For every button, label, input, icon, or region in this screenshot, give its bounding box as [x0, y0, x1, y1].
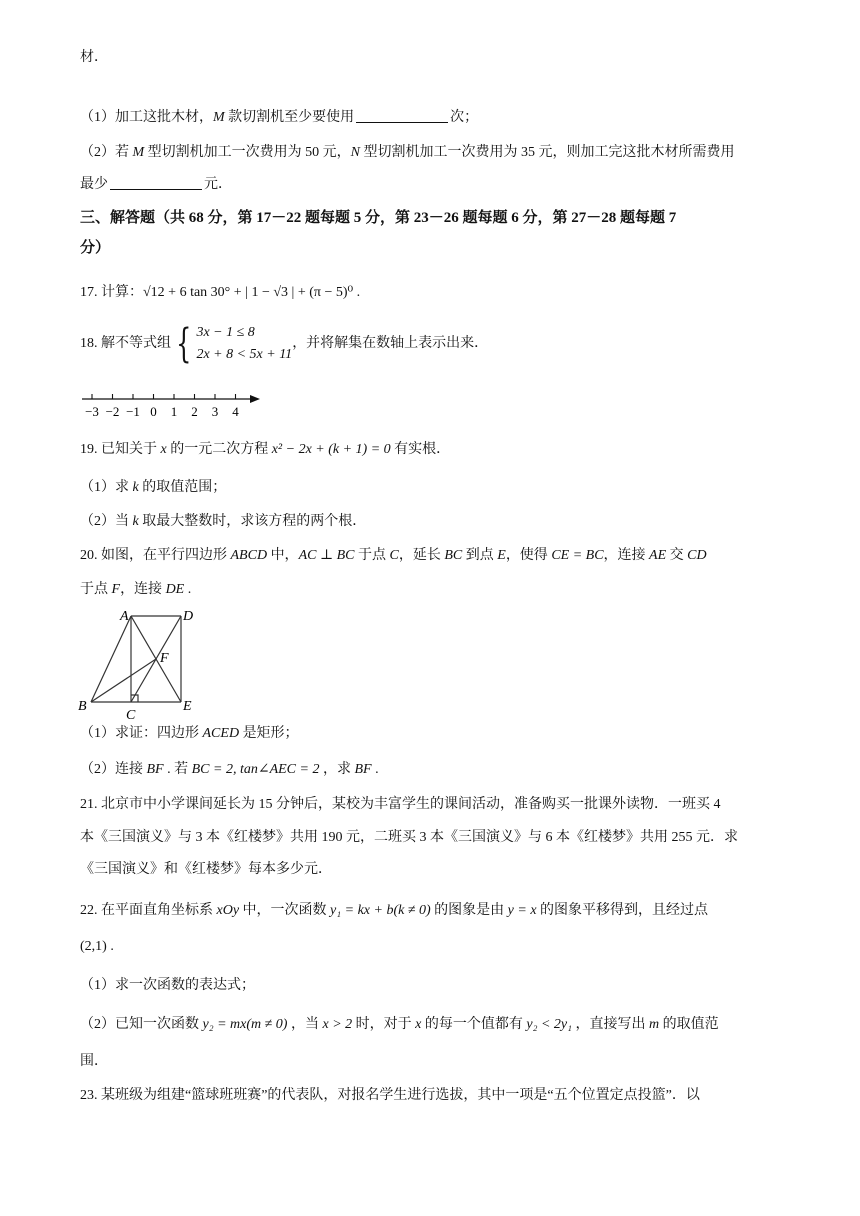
- text: ，连接: [603, 548, 650, 563]
- q20-part1: [80, 724, 780, 744]
- question-number: 17. 计算：: [80, 285, 143, 300]
- text: 最少: [80, 177, 108, 192]
- inequality-2: 2x + 8 < 5x + 11: [196, 347, 293, 362]
- math-var: BF: [354, 762, 372, 777]
- number-line-tick-label: 0: [150, 404, 157, 419]
- math-var: ACED: [202, 726, 240, 741]
- geometry-figure: [76, 606, 206, 724]
- text: 的取值范围；: [138, 480, 227, 495]
- text: 中，一次函数: [239, 903, 331, 918]
- text: （2）当: [80, 514, 133, 529]
- text: 《三国演义》和《红楼梦》每本多少元．: [80, 862, 332, 877]
- text: 型切割机加工一次费用为 35 元，则加工完这批木材所需费用: [360, 145, 735, 160]
- continued-text: 材．: [80, 50, 108, 65]
- text: 的图象平移得到，且经过点: [536, 903, 709, 918]
- math-var: M: [132, 145, 145, 160]
- math-var: k: [132, 514, 139, 529]
- q22-part1: [80, 976, 780, 996]
- math-var: BF: [146, 762, 164, 777]
- label-C: C: [126, 708, 136, 723]
- question-text: ，并将解集在数轴上表示出来．: [292, 336, 489, 351]
- number-line-tick-label: −3: [85, 404, 99, 419]
- text: 21. 北京市中小学课间延长为 15 分钟后，某校为丰富学生的课间活动，准备购买一批课外读物．一班买 4: [80, 797, 721, 812]
- math-var: AE: [649, 548, 667, 563]
- text: . 若: [163, 762, 192, 777]
- text: （1）求证：四边形: [80, 726, 203, 741]
- math-var: k: [132, 480, 139, 495]
- text: 于点: [80, 582, 112, 597]
- section-heading-cont: [80, 238, 780, 258]
- text: .: [184, 582, 192, 597]
- math-expr: x > 2: [322, 1017, 353, 1032]
- text: 到点: [462, 548, 498, 563]
- text: 中，: [267, 548, 299, 563]
- math-var: F: [111, 582, 121, 597]
- text: 22. 在平面直角坐标系: [80, 903, 217, 918]
- text: 交: [666, 548, 688, 563]
- math-expr: AC ⊥ BC: [298, 548, 355, 563]
- math-expr: y₂ < 2y₁: [526, 1017, 572, 1032]
- number-line-tick-label: 2: [191, 404, 198, 419]
- math-var: ABCD: [230, 548, 268, 563]
- q16-part2-cont: [80, 175, 780, 195]
- text: （2）已知一次函数: [80, 1017, 203, 1032]
- q17: [80, 283, 780, 303]
- math-var: E: [497, 548, 506, 563]
- section-heading: [80, 208, 780, 228]
- math-var: N: [350, 145, 361, 160]
- text: ，延长: [398, 548, 445, 563]
- q16-part1: [80, 108, 780, 128]
- math-point: (2,1) .: [80, 939, 114, 954]
- math-equation: x² − 2x + (k + 1) = 0: [271, 442, 391, 457]
- label-B: B: [78, 699, 87, 714]
- q22: [80, 901, 780, 921]
- q21-cont2: [80, 860, 780, 880]
- q23: [80, 1086, 780, 1106]
- q20-part2: [80, 760, 780, 780]
- math-var: DE: [165, 582, 185, 597]
- number-line-tick-label: −2: [105, 404, 120, 419]
- text: 的一元二次方程: [166, 442, 272, 457]
- q21-cont: [80, 828, 780, 848]
- q21: [80, 795, 780, 815]
- section-title-cont: 分）: [80, 240, 111, 256]
- q18: [80, 322, 780, 370]
- arrow-icon: [250, 395, 260, 403]
- q22-part2: [80, 1015, 780, 1035]
- q19-part1: [80, 478, 780, 498]
- q20-cont: [80, 580, 780, 600]
- text: （1）求: [80, 480, 133, 495]
- section-title: 三、解答题（共 68 分，第 17－22 题每题 5 分，第 23－26 题每题 6 分，第 27－28 题每题 7: [80, 210, 677, 226]
- math-var: BC: [444, 548, 463, 563]
- text: （1）求一次函数的表达式；: [80, 978, 255, 993]
- q19: [80, 440, 780, 460]
- text: 19. 已知关于: [80, 442, 161, 457]
- text: ，直接写出: [571, 1017, 649, 1032]
- math-expr: y = x: [507, 903, 537, 918]
- text: ，求: [319, 762, 355, 777]
- brace-icon: {: [176, 321, 192, 367]
- q19-part2: [80, 512, 780, 532]
- math-var: m: [648, 1017, 660, 1032]
- text: （2）若: [80, 145, 133, 160]
- text: .: [371, 762, 379, 777]
- text: 型切割机加工一次费用为 50 元，: [144, 145, 351, 160]
- math-expr: BC = 2, tan∠AEC = 2: [191, 762, 320, 777]
- text: 23. 某班级为组建“篮球班班赛”的代表队，对报名学生进行选拔，其中一项是“五个位置定点投篮”．以: [80, 1088, 700, 1103]
- math-var: x: [415, 1017, 422, 1032]
- number-line-tick-label: 4: [232, 404, 239, 419]
- text: 时，对于: [352, 1017, 416, 1032]
- text: 本《三国演义》与 3 本《红楼梦》共用 190 元，二班买 3 本《三国演义》与 6 本《红楼梦》共用 255 元．求: [80, 830, 738, 845]
- text: 款切割机至少要使用: [224, 110, 355, 125]
- math-expr: y₁ = kx + b(k ≠ 0): [330, 903, 431, 918]
- number-line: [78, 388, 268, 420]
- text: 有实根．: [390, 442, 451, 457]
- math-expr: y₂ = mx(m ≠ 0): [202, 1017, 288, 1032]
- text: 于点: [354, 548, 390, 563]
- math-var: CD: [687, 548, 707, 563]
- inequality-1: 3x − 1 ≤ 8: [196, 325, 255, 340]
- text-line: [80, 48, 780, 68]
- number-line-tick-label: −1: [126, 404, 140, 419]
- math-expression: √12 + 6 tan 30° + | 1 − √3 | + (π − 5)⁰ .: [143, 285, 361, 300]
- text: （2）连接: [80, 762, 147, 777]
- label-A: A: [120, 609, 129, 624]
- math-var: C: [389, 548, 399, 563]
- math-var: x: [160, 442, 167, 457]
- label-F: F: [160, 651, 169, 666]
- text: （1）加工这批木材，: [80, 110, 213, 125]
- q16-part2: [80, 143, 780, 163]
- label-E: E: [183, 699, 192, 714]
- text: 20. 如图，在平行四边形: [80, 548, 231, 563]
- text: ，当: [287, 1017, 323, 1032]
- q22-cont: [80, 937, 780, 957]
- text: 取最大整数时，求该方程的两个根．: [138, 514, 367, 529]
- text: 元．: [204, 177, 232, 192]
- number-line-tick-label: 3: [211, 404, 219, 419]
- text: 是矩形；: [239, 726, 299, 741]
- answer-blank[interactable]: [110, 175, 202, 190]
- text: ，使得: [505, 548, 552, 563]
- q22-part2-cont: [80, 1052, 780, 1072]
- text: ，连接: [120, 582, 166, 597]
- inequality-system: [196, 322, 292, 366]
- text: 围．: [80, 1054, 108, 1069]
- q20: [80, 546, 780, 566]
- text: 的图象是由: [430, 903, 508, 918]
- text: 的取值范: [659, 1017, 719, 1032]
- question-text: 18. 解不等式组: [80, 336, 171, 351]
- math-var: M: [213, 110, 225, 125]
- text: 的每一个值都有: [421, 1017, 527, 1032]
- number-line-tick-label: 1: [170, 404, 178, 419]
- math-expr: CE = BC: [551, 548, 604, 563]
- label-D: D: [183, 609, 194, 624]
- answer-blank[interactable]: [356, 108, 448, 123]
- text: 次；: [450, 110, 479, 125]
- math-var: xOy: [216, 903, 240, 918]
